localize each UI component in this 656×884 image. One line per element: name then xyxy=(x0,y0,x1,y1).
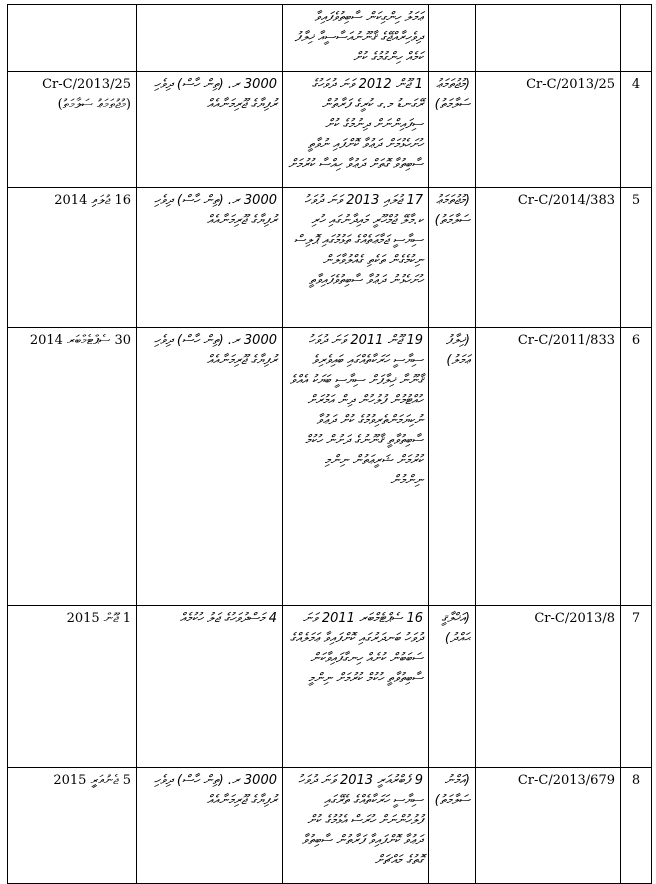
verdict-ref-cell: 25/Cr-C/2013 (މުޖުތަމަޢު ސަލާމަތު) xyxy=(8,72,137,188)
case-details-cell xyxy=(283,606,429,768)
row-number-cell: 5 xyxy=(621,188,652,328)
sentence-cell: 3000 ރ. (ތިން ހާސް) ދިވެހި ރުފިޔާގެ ޖޫރިމަނާއެއް xyxy=(137,768,283,884)
case-detail-text: 9 ފެބްރުއަރީ 2013 ވަނަ ދުވަހު ސިޔާސީ ހަރަކާތެއްގެ ތެރޭގައި ފުލުހުންނަށް ހުރަސް އެޅުމުގެ ކުށް ދަޢުވާ ކޮށްފައިވާ ފަރާތުން ސާބިތުވާ ގޮތުގެ މައްޗަށް xyxy=(298,773,423,868)
case-details-cell xyxy=(283,328,429,606)
case-type-cell: (މުޖުތަމަޢު ސަލާމަތު) xyxy=(429,72,476,188)
case-number-cell: 25/Cr-C/2013 xyxy=(476,72,621,188)
verdict-ref-cell: 30 ސެޕްޓެމްބަރ 2014 xyxy=(8,328,137,606)
case-detail-text: 1 ޖޫން 2012 ވަނަ ދުވަހުގެ ރޭގަނޑު މ.ގ ކުރީގެ ފަރާތުން ސިފައިންނަށް ދިނުމުގެ ކުށް ހުށަހެޅުމަށް ދަޢުވާ ކޮށްފައި ނުވާތީ ސާބިތުވާ ގޮތަށް ދަޢުވާ ހިއްސާ ކުރުމަށް xyxy=(288,77,423,172)
case-type-cell: (އަމްނު ސަލާމަތު) xyxy=(429,768,476,884)
sentence-cell: 3000 ރ. (ތިން ހާސް) ދިވެހި ރުފިޔާގެ ޖޫރިމަނާއެއް xyxy=(137,328,283,606)
row-number-cell xyxy=(621,5,652,72)
case-details-cell xyxy=(283,768,429,884)
case-type-cell: (އަޚްލާޤީ ޙައްދު) xyxy=(429,606,476,768)
case-number-cell: 8/Cr-C/2013 xyxy=(476,606,621,768)
case-details-cell xyxy=(283,5,429,72)
case-detail-text: ދިވެހިރާއްޖޭގެ ޤާނޫނުއަސާސީއާ ޚިލާފު ކަމެއް ހިންގުމުގެ ކުށް xyxy=(294,30,423,65)
sentence-cell: 3000 ރ. (ތިން ހާސް) ދިވެހި ރުފިޔާގެ ޖޫރިމަނާއެއް xyxy=(137,188,283,328)
sentence-cell: 3000 ރ. (ތިން ހާސް) ދިވެހި ރުފިޔާގެ ޖޫރިމަނާއެއް xyxy=(137,72,283,188)
sentence-cell: 4 މަސްދުވަހުގެ ޖަލު ހުކުމެއް xyxy=(137,606,283,768)
cases-table xyxy=(7,4,652,884)
row-number-cell: 6 xyxy=(621,328,652,606)
row-number-cell: 7 xyxy=(621,606,652,768)
verdict-ref-cell: 16 ޖުލައި 2014 xyxy=(8,188,137,328)
case-details-cell xyxy=(283,188,429,328)
case-detail-text: 16 ސެޕްޓެމްބަރ 2011 ވަނަ ދުވަހު ބަނދަރުގައި ކޮށްފައިވާ ޢަމަލެއްގެ ސަބަބުން ކުށެއް ހިނގާފައިވާކަން ސާބިތުވާތީ ހުކުމް ކުރުމަށް ނިންމީ xyxy=(289,611,423,686)
case-number-cell xyxy=(476,5,621,72)
case-number-cell: 679/Cr-C/2013 xyxy=(476,768,621,884)
verdict-ref-cell: 1 ޖޫން 2015 xyxy=(8,606,137,768)
row-number-cell: 8 xyxy=(621,768,652,884)
case-details-cell xyxy=(283,72,429,188)
case-number-cell: 833/Cr-C/2011 xyxy=(476,328,621,606)
table-row xyxy=(8,5,652,72)
case-type-cell: (މުޖުތަމަޢު ސަލާމަތު) xyxy=(429,188,476,328)
row-number-cell: 4 xyxy=(621,72,652,188)
table-row xyxy=(8,768,652,884)
table-row xyxy=(8,188,652,328)
verdict-ref-cell: 5 ޖެނުއަރީ 2015 xyxy=(8,768,137,884)
case-detail-text: 19 ޖޫން 2011 ވަނަ ދުވަހު ސިޔާސީ ހަރަކާތެއްގައި ބައިވެރިވެ ޤާނޫނާ ޚިލާފަށް ސިޔާސީ ބަޔަކު އެއްވެ ހުއްޓުމުން ފުލުހުން ދިން އަމުރަށް ނުކިޔަމަންތެރިވުމުގެ ކުށް ދަޢުވާ ސާބިތުވާތީ ޤާނޫނުގެ ދަށުން ހުކުމް ކުރުމަށް ޝަރީޢަތުން ނިންމި ނިންމުން xyxy=(289,333,423,488)
case-detail-text: ޢަމަލު ހިންގިކަން ސާބިތުވެފައިވާ xyxy=(314,10,423,25)
case-number-cell: 383/Cr-C/2014 xyxy=(476,188,621,328)
case-type-cell xyxy=(429,5,476,72)
table-row xyxy=(8,328,652,606)
sentence-cell xyxy=(137,5,283,72)
case-type-cell: (ޚިލާފު ޢަމަލު) xyxy=(429,328,476,606)
table-row xyxy=(8,72,652,188)
verdict-ref-cell xyxy=(8,5,137,72)
table-row xyxy=(8,606,652,768)
case-detail-text: 17 ޖުލައި 2013 ވަނަ ދުވަހު ކ.މާލޭ ޖުމްހޫރީ މައިދާނުގައި ހުރި ސިޔާސީ ޖަމާޢަތެއްގެ ތަޅުމުގައި ޕޮލިސް ނިކުމެގެން ތަކެތި ގެއްލުވާލަން ހުށަހެޅުނު ދަޢުވާ ސާބިތުވެފައިވާތީ xyxy=(293,193,423,288)
